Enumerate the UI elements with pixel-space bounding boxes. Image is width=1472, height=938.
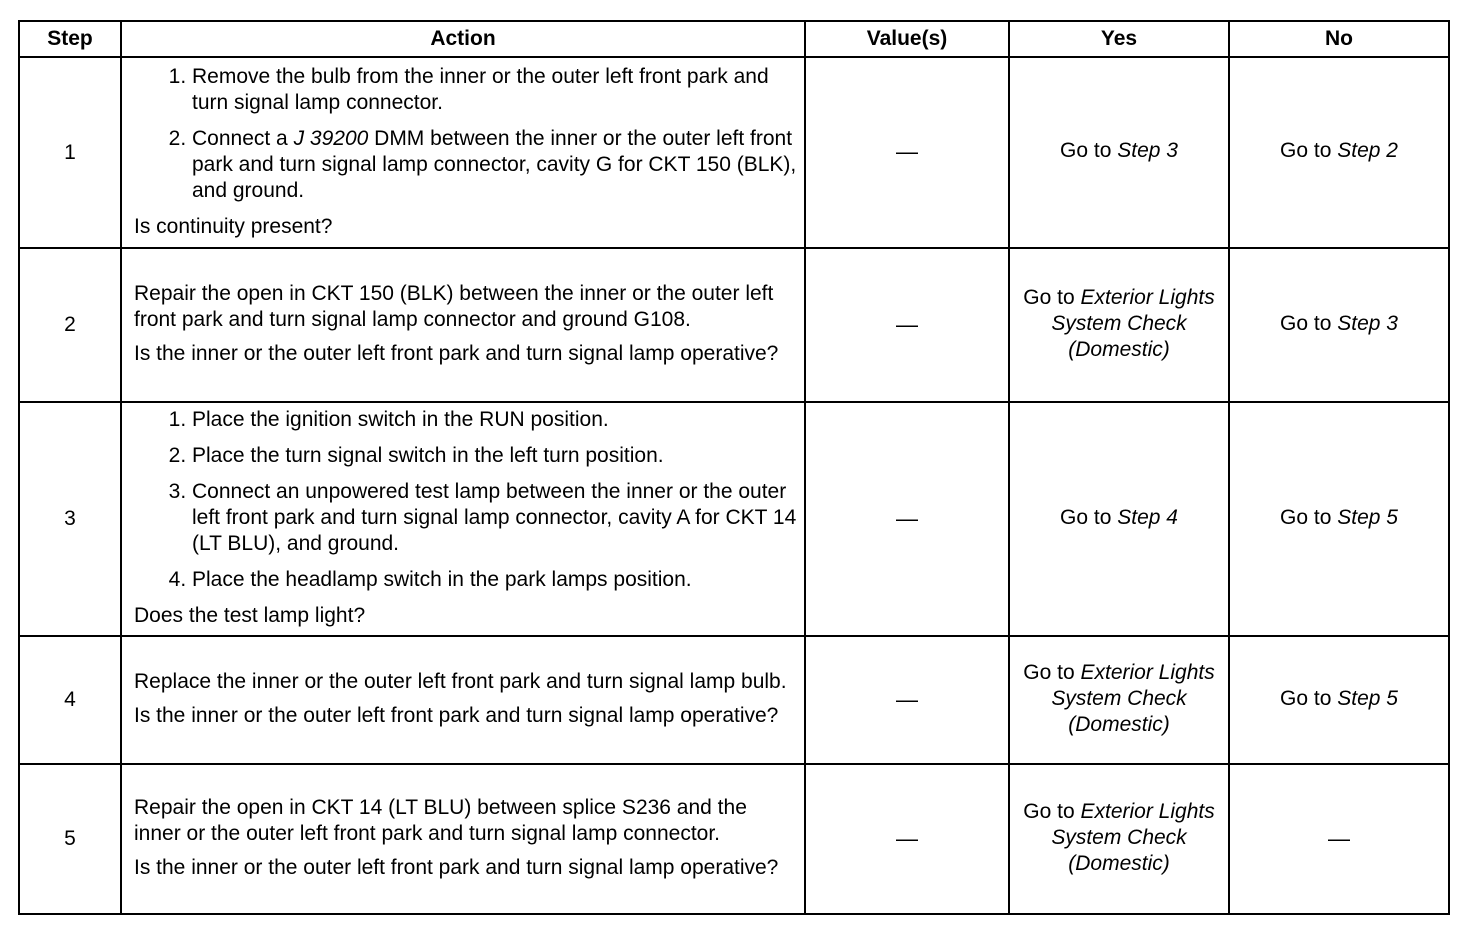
table-row	[19, 57, 1449, 248]
value-cell	[805, 636, 1009, 764]
yes-link[interactable]: Exterior Lights System Check (Domestic)	[1051, 799, 1215, 875]
action-step-item: 1. Place the ignition switch in the RUN position.	[192, 407, 798, 433]
yes-prefix: Go to	[1023, 285, 1081, 309]
no-prefix: Go to	[1280, 505, 1338, 529]
no-cell	[1229, 764, 1449, 914]
yes-prefix: Go to	[1060, 139, 1118, 162]
no-prefix: Go to	[1280, 686, 1338, 710]
step-number: 5	[19, 764, 121, 914]
value-cell	[805, 764, 1009, 914]
action-text: DMM between the inner or the outer left front park and turn signal lamp connector, cavity G for CKT 150 (BLK), and ground.	[192, 126, 797, 202]
step-number: 1	[19, 57, 121, 248]
header-no: No	[1229, 21, 1449, 57]
no-cell	[1229, 402, 1449, 636]
action-step-item: 3. Connect an unpowered test lamp between the inner or the outer left front park and turn signal lamp connector, cavity A for CKT 14 (LT BLU), and ground.	[192, 479, 798, 557]
yes-cell	[1009, 248, 1229, 402]
action-cell	[121, 402, 805, 636]
yes-link[interactable]: Exterior Lights System Check (Domestic)	[1051, 285, 1215, 361]
no-link[interactable]: Step 5	[1337, 686, 1398, 710]
yes-cell	[1009, 636, 1229, 764]
action-steps-list	[134, 407, 798, 593]
action-text: Repair the open in CKT 150 (BLK) between the inner or the outer left front park and turn signal lamp connector and ground G108.	[134, 282, 774, 331]
header-row	[19, 21, 1449, 57]
action-cell	[121, 764, 805, 914]
table-row	[19, 764, 1449, 914]
header-values: Value(s)	[805, 21, 1009, 57]
header-yes: Yes	[1009, 21, 1229, 57]
value-dash: —	[896, 825, 918, 851]
no-cell	[1229, 636, 1449, 764]
action-question: Is continuity present?	[134, 214, 333, 238]
diagnostic-table	[18, 20, 1450, 915]
value-cell	[805, 402, 1009, 636]
yes-link[interactable]: Exterior Lights System Check (Domestic)	[1051, 660, 1215, 736]
value-dash: —	[896, 505, 918, 531]
no-link[interactable]: Step 3	[1337, 311, 1398, 335]
no-cell	[1229, 57, 1449, 248]
no-link[interactable]: Step 2	[1337, 139, 1398, 162]
action-question: Does the test lamp light?	[134, 604, 366, 627]
step-number: 3	[19, 402, 121, 636]
yes-cell	[1009, 57, 1229, 248]
no-prefix: Go to	[1280, 139, 1338, 162]
yes-cell	[1009, 764, 1229, 914]
action-text: Replace the inner or the outer left front park and turn signal lamp bulb.	[134, 670, 787, 693]
value-dash: —	[896, 311, 918, 337]
action-cell	[121, 57, 805, 248]
value-dash: —	[896, 139, 918, 164]
no-cell	[1229, 248, 1449, 402]
action-step-item: 1. Remove the bulb from the inner or the outer left front park and turn signal lamp connector.	[192, 64, 798, 116]
no-prefix: Go to	[1280, 311, 1338, 335]
step-number: 4	[19, 636, 121, 764]
yes-prefix: Go to	[1023, 799, 1081, 823]
yes-link[interactable]: Step 4	[1117, 505, 1178, 529]
value-cell	[805, 57, 1009, 248]
table-row	[19, 636, 1449, 764]
table-row	[19, 402, 1449, 636]
action-question: Is the inner or the outer left front park and turn signal lamp operative?	[134, 704, 779, 727]
header-step: Step	[19, 21, 121, 57]
yes-cell	[1009, 402, 1229, 636]
action-cell	[121, 636, 805, 764]
action-step-item: 2. Place the turn signal switch in the left turn position.	[192, 443, 798, 469]
yes-prefix: Go to	[1060, 505, 1118, 529]
action-cell	[121, 248, 805, 402]
action-steps-list	[134, 64, 798, 204]
action-question: Is the inner or the outer left front park and turn signal lamp operative?	[134, 342, 779, 365]
value-cell	[805, 248, 1009, 402]
table-row	[19, 248, 1449, 402]
action-step-item: 4. Place the headlamp switch in the park lamps position.	[192, 567, 798, 593]
tool-reference: J 39200	[293, 126, 369, 150]
no-dash: —	[1328, 825, 1350, 851]
action-question: Is the inner or the outer left front park and turn signal lamp operative?	[134, 856, 779, 879]
step-number: 2	[19, 248, 121, 402]
yes-prefix: Go to	[1023, 660, 1081, 684]
value-dash: —	[896, 686, 918, 712]
no-link[interactable]: Step 5	[1337, 505, 1398, 529]
action-step-item	[192, 126, 798, 204]
header-action: Action	[121, 21, 805, 57]
action-text: Connect a	[192, 126, 294, 150]
yes-link[interactable]: Step 3	[1117, 139, 1178, 162]
action-text: Repair the open in CKT 14 (LT BLU) between splice S236 and the inner or the outer left front park and turn signal lamp connector.	[134, 796, 747, 845]
